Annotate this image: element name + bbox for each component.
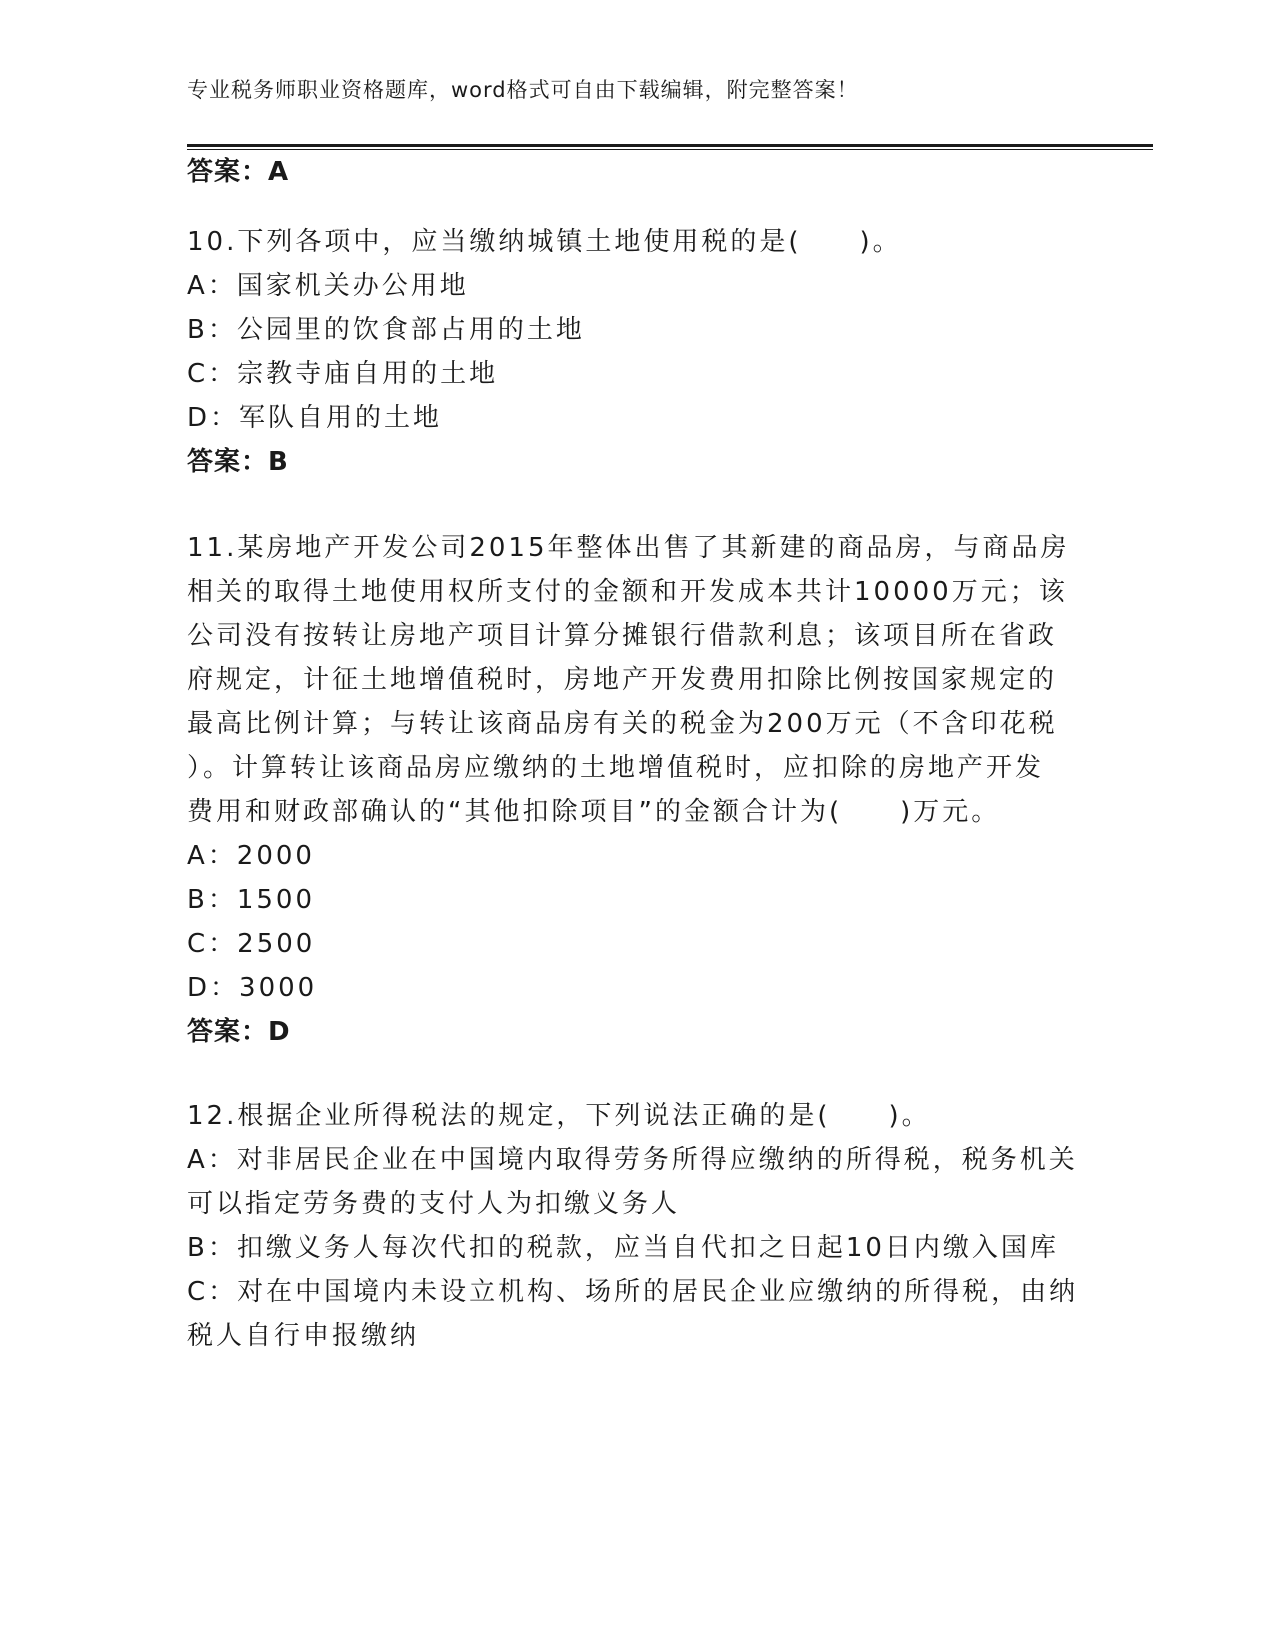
q10-option-c: C：宗教寺庙自用的土地 <box>187 359 499 389</box>
q11-stem-line: 费用和财政部确认的“其他扣除项目”的金额合计为( )万元。 <box>187 797 1001 827</box>
q12-option-line: B：扣缴义务人每次代扣的税款，应当自代扣之日起10日内缴入国库 <box>187 1233 1059 1263</box>
answer-q11: 答案：D <box>187 1017 291 1047</box>
q12-option-line: 可以指定劳务费的支付人为扣缴义务人 <box>187 1189 681 1219</box>
q10-stem: 10.下列各项中，应当缴纳城镇土地使用税的是( )。 <box>187 227 902 257</box>
answer-q10: 答案：B <box>187 447 289 477</box>
q10-option-a: A：国家机关办公用地 <box>187 271 469 301</box>
q12-option-line: 税人自行申报缴纳 <box>187 1321 420 1351</box>
header-rule-thick <box>187 144 1153 147</box>
q11-option-d: D：3000 <box>187 973 318 1003</box>
q10-option-d: D：军队自用的土地 <box>187 403 443 433</box>
q12-stem: 12.根据企业所得税法的规定，下列说法正确的是( )。 <box>187 1101 931 1131</box>
q11-stem-line: 相关的取得土地使用权所支付的金额和开发成本共计10000万元；该 <box>187 577 1068 607</box>
q11-stem-line: ）。计算转让该商品房应缴纳的土地增值税时，应扣除的房地产开发 <box>187 753 1045 783</box>
q11-stem-line: 最高比例计算；与转让该商品房有关的税金为200万元（不含印花税 <box>187 709 1058 739</box>
header-rule-thin <box>187 149 1153 150</box>
q11-option-b: B：1500 <box>187 885 316 915</box>
answer-q9: 答案：A <box>187 157 290 187</box>
q12-option-line: A：对非居民企业在中国境内取得劳务所得应缴纳的所得税，税务机关 <box>187 1145 1078 1175</box>
q11-stem-line: 公司没有按转让房地产项目计算分摊银行借款利息；该项目所在省政 <box>187 621 1058 651</box>
q11-stem-line: 府规定，计征土地增值税时，房地产开发费用扣除比例按国家规定的 <box>187 665 1058 695</box>
q11-option-a: A：2000 <box>187 841 315 871</box>
page-header: 专业税务师职业资格题库，word格式可自由下载编辑，附完整答案！ <box>187 78 859 102</box>
q11-stem-line: 11.某房地产开发公司2015年整体出售了其新建的商品房，与商品房 <box>187 533 1070 563</box>
q10-option-b: B：公园里的饮食部占用的土地 <box>187 315 585 345</box>
q12-option-line: C：对在中国境内未设立机构、场所的居民企业应缴纳的所得税，由纳 <box>187 1277 1079 1307</box>
q11-option-c: C：2500 <box>187 929 316 959</box>
